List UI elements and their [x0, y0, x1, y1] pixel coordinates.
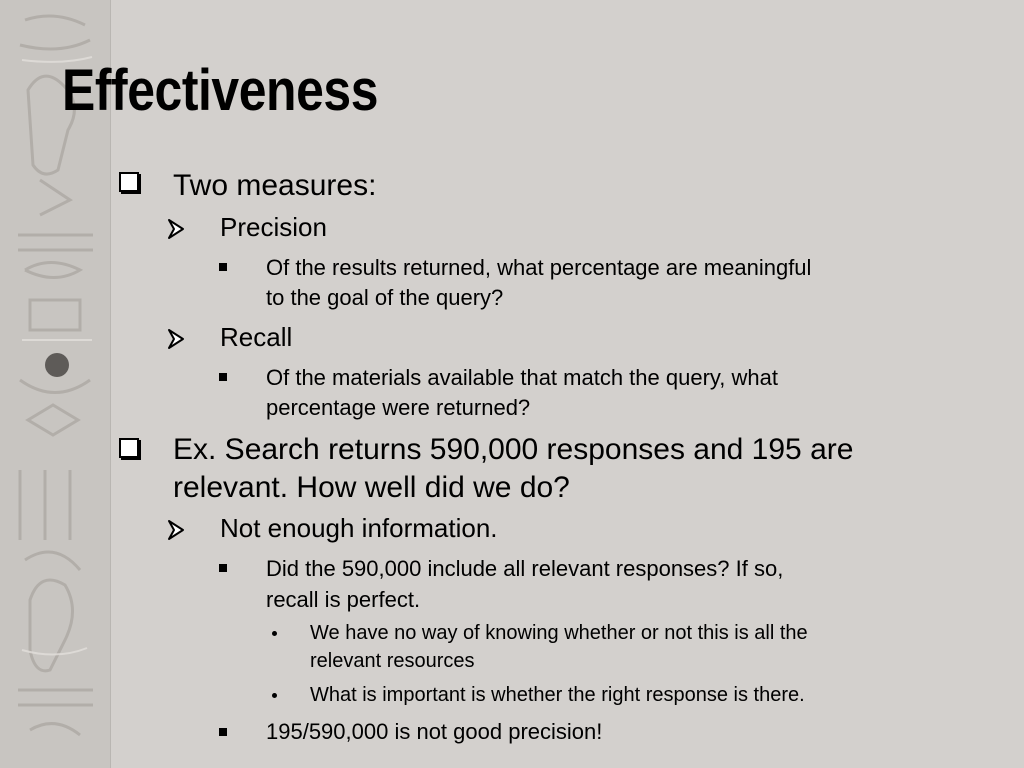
list-item-text: Precision — [220, 212, 327, 242]
arrowhead-bullet-icon — [166, 519, 186, 546]
dot-bullet-icon — [272, 693, 277, 698]
list-item-text: Ex. Search returns 590,000 responses and 195 are — [173, 433, 854, 466]
list-item-text: Did the 590,000 include all relevant responses? If so, — [266, 556, 784, 581]
list-item-text: Of the results returned, what percentage are meaningful — [266, 255, 812, 280]
list-item-text: What is important is whether the right response is there. — [310, 684, 805, 706]
square-bullet-icon — [219, 564, 227, 572]
arrowhead-bullet-icon — [166, 328, 186, 355]
list-item-text: Of the materials available that match the query, what — [266, 365, 778, 390]
slide-title: Effectiveness — [62, 58, 379, 123]
list-item-text: recall is perfect. — [266, 587, 421, 612]
list-item-text: percentage were returned? — [266, 395, 531, 420]
dot-bullet-icon — [272, 631, 277, 636]
list-item-text: relevant resources — [310, 650, 475, 672]
list-item-text: Recall — [220, 322, 293, 352]
list-item-text: to the goal of the query? — [266, 285, 504, 310]
square-bullet-icon — [219, 728, 227, 736]
list-item-text: relevant. How well did we do? — [173, 471, 570, 504]
list-item-text: 195/590,000 is not good precision! — [266, 719, 603, 744]
square-bullet-icon — [219, 263, 227, 271]
square-bullet-icon — [219, 373, 227, 381]
square-checkbox-bullet-icon — [119, 438, 139, 458]
square-checkbox-bullet-icon — [119, 172, 139, 192]
list-item-text: Not enough information. — [220, 513, 498, 543]
list-item-text: We have no way of knowing whether or not this is all the — [310, 622, 808, 644]
arrowhead-bullet-icon — [166, 218, 186, 245]
list-item-text: Two measures: — [173, 169, 377, 202]
